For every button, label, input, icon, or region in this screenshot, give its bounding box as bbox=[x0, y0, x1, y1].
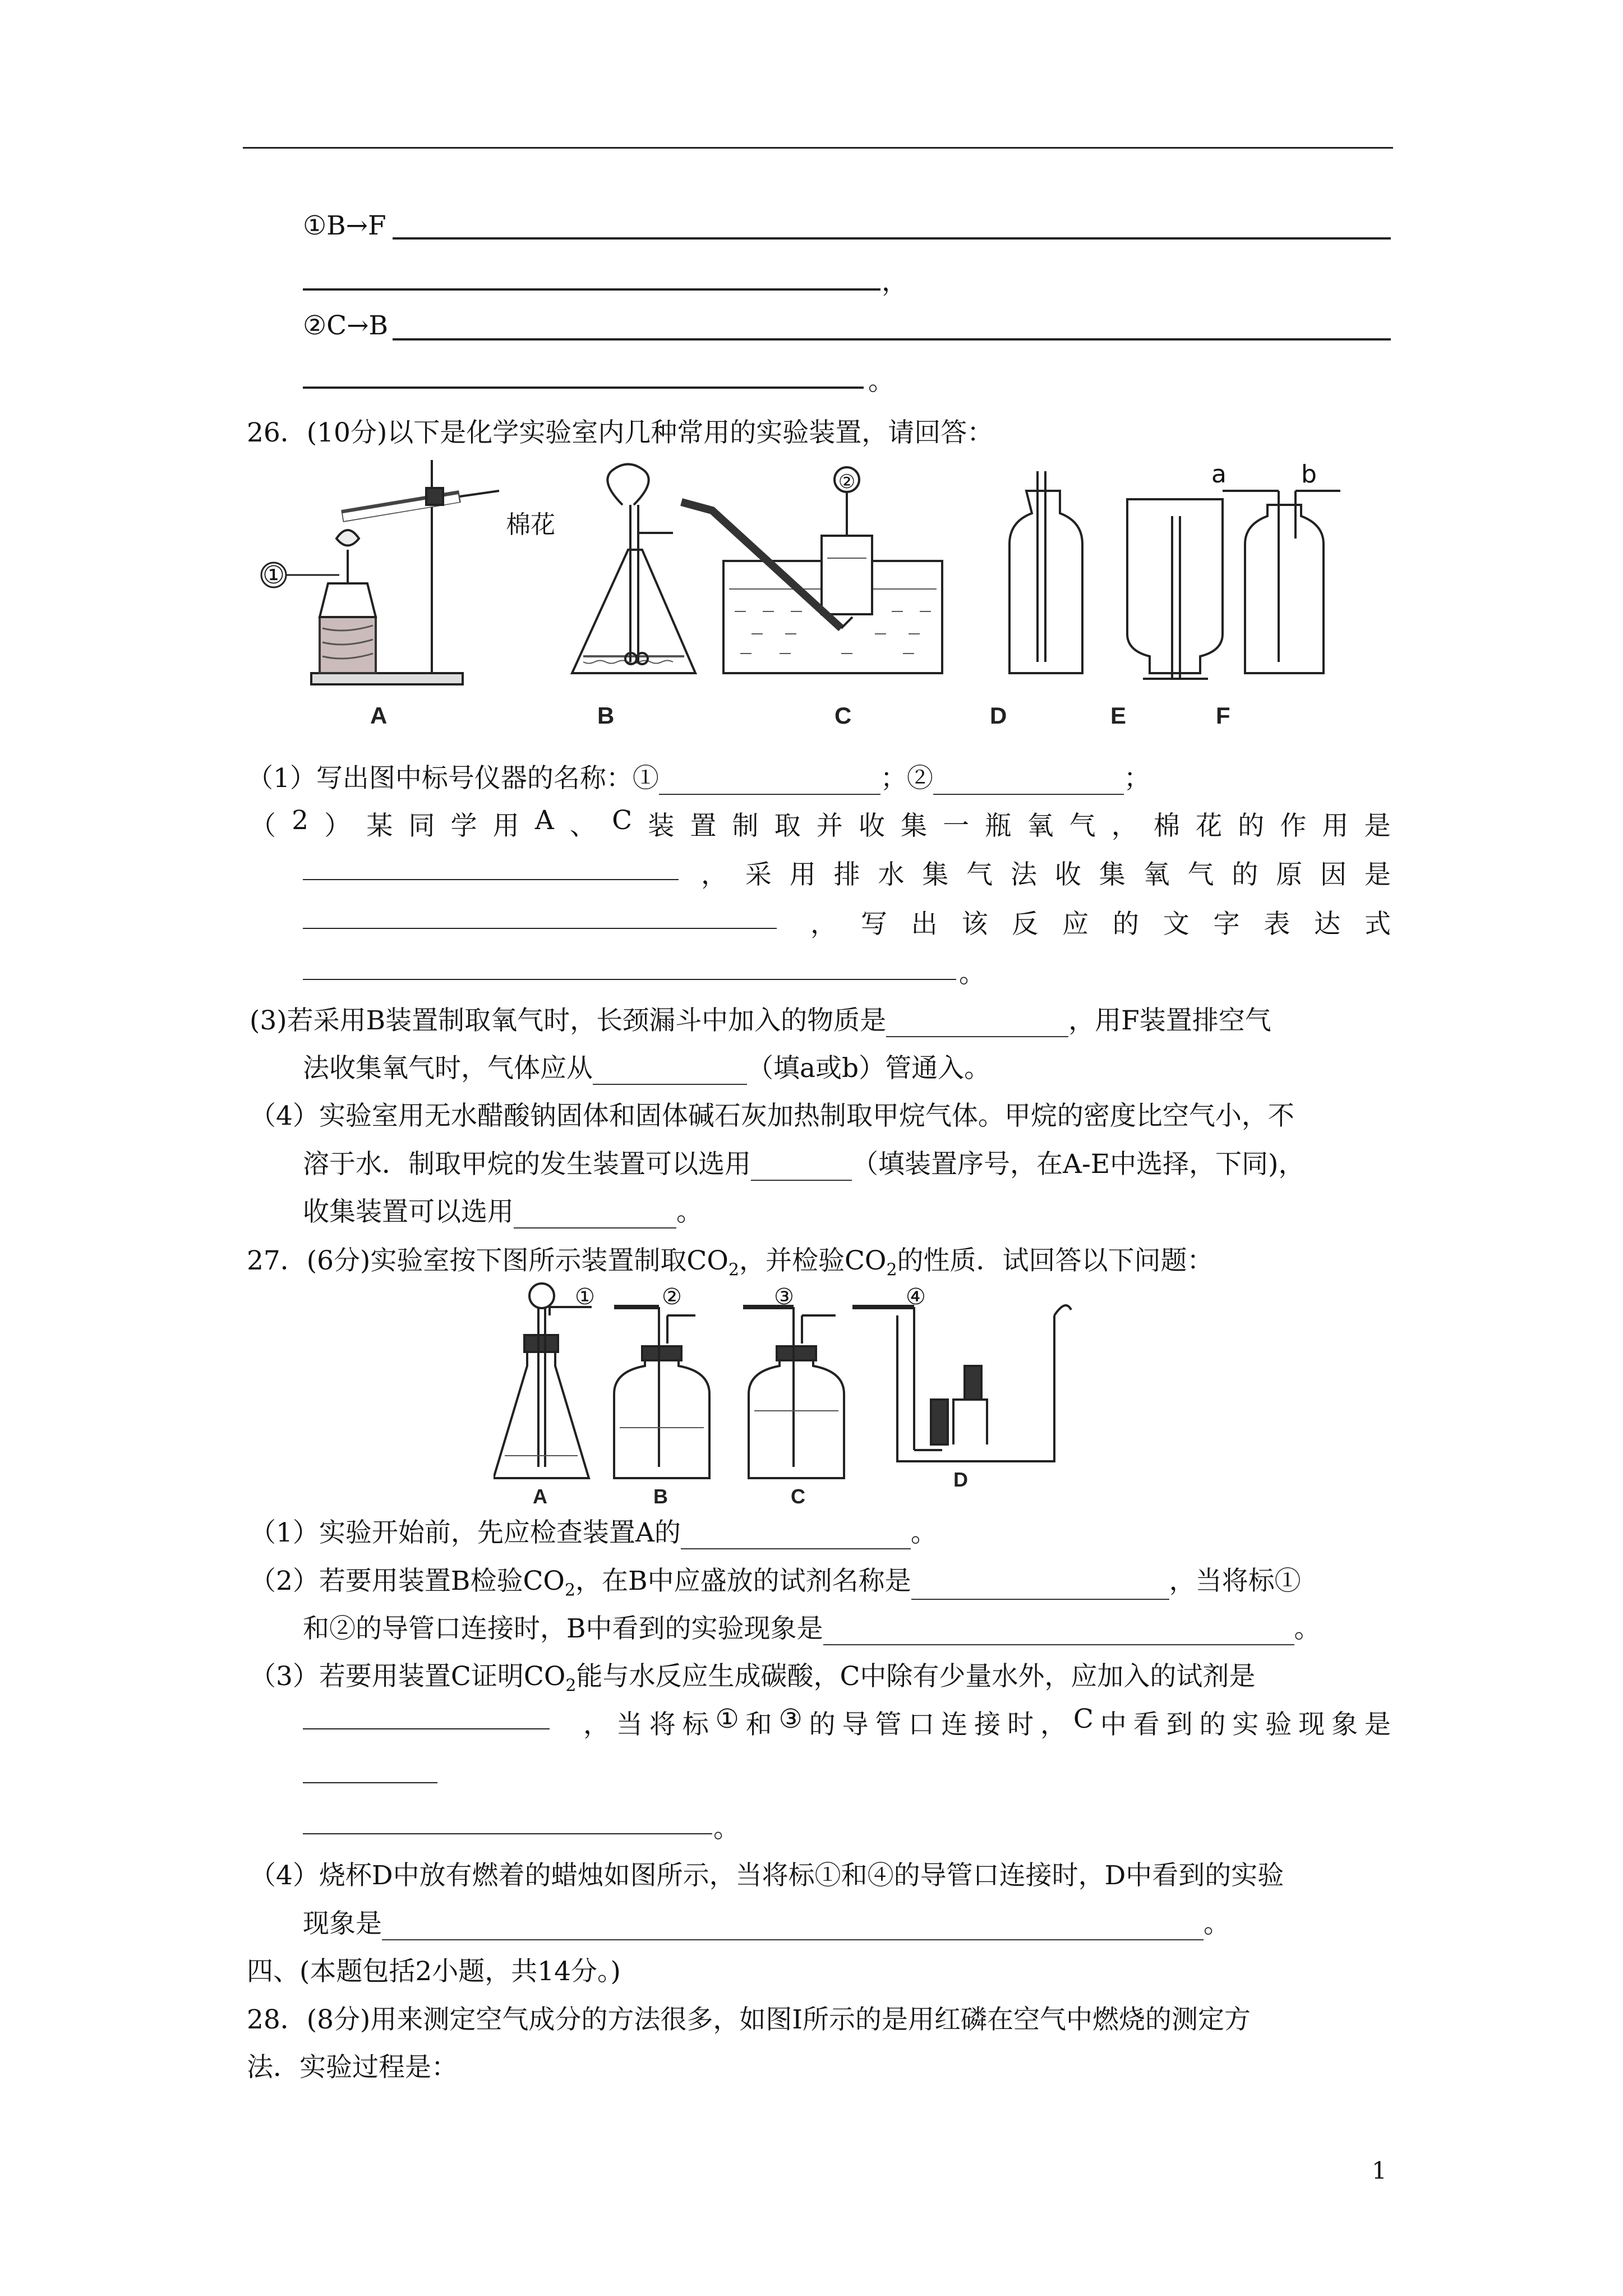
q27-apparatus-figure bbox=[494, 1282, 1088, 1506]
q27-p2-l2-end: 。 bbox=[1294, 1613, 1321, 1644]
q26-p2-l2-c8: 收 bbox=[1054, 859, 1081, 890]
q27-p3-l2-c18: 到 bbox=[1166, 1709, 1193, 1740]
q26-p3-l1-pre: (3)若采用B装置制取氧气时，长颈漏斗中加入的物质是 bbox=[250, 1005, 887, 1036]
q27-apparatus-svg bbox=[494, 1282, 1088, 1506]
q28-line2: 法．实验过程是： bbox=[247, 2052, 458, 2083]
q26-p2-l1-c23: 花 bbox=[1196, 811, 1223, 841]
q26-fig-callout-2: ② bbox=[838, 471, 856, 493]
q26-p2-l3-c10: 达 bbox=[1314, 909, 1341, 940]
q27-p2-l2-pre: 和②的导管口连接时，B中看到的实验现象是 bbox=[303, 1613, 823, 1644]
q27-p1-end: 。 bbox=[910, 1517, 937, 1548]
q25-line2-end: ， bbox=[882, 266, 908, 297]
q27-p3-line4-end: 。 bbox=[713, 1813, 740, 1844]
q26-p2-l1-c15: 收 bbox=[858, 811, 885, 841]
q26-p2-l1-c8: 、 bbox=[569, 811, 596, 841]
q26-p2-blank-2[interactable] bbox=[303, 928, 777, 929]
q26-p2-line2 bbox=[701, 854, 1391, 891]
q27-p4-blank[interactable] bbox=[382, 1917, 1204, 1940]
q27-stem-sub1: 2 bbox=[728, 1260, 739, 1280]
q27-p3-l2-c6: ③ bbox=[778, 1704, 803, 1734]
q27-p2-line1 bbox=[250, 1560, 1301, 1600]
q27-p2-l1-post: ，当将标① bbox=[1169, 1566, 1301, 1596]
q26-p2-l1-c27: 是 bbox=[1364, 811, 1391, 841]
q26-p1-blank-2[interactable] bbox=[933, 771, 1124, 795]
q27-p1-pre: （1）实验开始前，先应检查装置A的 bbox=[250, 1517, 681, 1548]
q26-fig-label-a: A bbox=[370, 702, 388, 729]
q27-p3-l2-c4: ① bbox=[715, 1704, 739, 1734]
q25-label-1: ①B→F bbox=[303, 210, 386, 241]
q26-p2-l3-c11: 式 bbox=[1364, 909, 1391, 940]
q26-p2-l1-c1: 2 bbox=[292, 805, 309, 836]
q26-p4-blank-2[interactable] bbox=[514, 1205, 676, 1228]
q27-p3-l2-c12: 接 bbox=[974, 1709, 1001, 1740]
q26-apparatus-figure bbox=[247, 449, 1346, 740]
q27-p3-l2-c15: C bbox=[1073, 1704, 1094, 1734]
q26-fig-label-d: D bbox=[990, 702, 1007, 729]
q27-p3-l2-c2: 将 bbox=[649, 1709, 676, 1740]
q27-p3-l2-c21: 验 bbox=[1265, 1709, 1292, 1740]
q27-p3-l2-c16: 中 bbox=[1100, 1709, 1127, 1740]
q27-p1 bbox=[250, 1512, 937, 1549]
q26-p2-line4-end: 。 bbox=[959, 958, 985, 989]
header-rule bbox=[243, 147, 1393, 149]
q26-p2-l2-c1: 采 bbox=[745, 859, 772, 890]
q26-p2-l1-c7: A bbox=[534, 805, 554, 836]
q27-p3-l1-post: 能与水反应生成碳酸，C中除有少量水外，应加入的试剂是 bbox=[576, 1661, 1256, 1692]
q26-p2-l1-c10: 装 bbox=[648, 811, 675, 841]
q25-line1 bbox=[303, 210, 386, 241]
q26-p2-l1-c18: 瓶 bbox=[985, 811, 1012, 841]
q26-p2-l1-c20: 气 bbox=[1069, 811, 1096, 841]
tube-a-label: a bbox=[1211, 460, 1227, 489]
q26-p2-l2-c2: 用 bbox=[789, 859, 816, 890]
q26-p2-l3-c4: 反 bbox=[1012, 909, 1039, 940]
q26-p2-blank-3[interactable] bbox=[303, 979, 956, 980]
q26-p4-l2-pre: 溶于水．制取甲烷的发生装置可以选用 bbox=[303, 1149, 751, 1180]
section-four-heading: 四、(本题包括2小题，共14分。) bbox=[247, 1956, 621, 1987]
q27-p3-l2-c10: 口 bbox=[908, 1709, 935, 1740]
q25-blank-2[interactable] bbox=[303, 288, 880, 291]
q26-p2-l3-c6: 的 bbox=[1112, 909, 1139, 940]
q26-p2-l1-c4: 同 bbox=[408, 811, 435, 841]
q26-p2-l1-c0: （ bbox=[250, 811, 276, 841]
q26-p4-l3-pre: 收集装置可以选用 bbox=[303, 1197, 514, 1227]
q26-p2-l1-c5: 学 bbox=[450, 811, 477, 841]
q26-stem: 26．(10分)以下是化学实验室内几种常用的实验装置，请回答： bbox=[247, 417, 994, 448]
q27-stem-pre: 27．(6分)实验室按下图所示装置制取CO bbox=[247, 1245, 728, 1276]
q27-fig-label-a: A bbox=[533, 1485, 547, 1506]
q27-p4-l2-end: 。 bbox=[1204, 1908, 1230, 1939]
q27-p3-l1-pre: （3）若要用装置C证明CO bbox=[250, 1661, 566, 1692]
q27-p4-l2-pre: 现象是 bbox=[303, 1908, 382, 1939]
q27-p3-line1 bbox=[250, 1655, 1255, 1695]
q28-line1: 28．(8分)用来测定空气成分的方法很多，如图Ⅰ所示的是用红磷在空气中燃烧的测定方 bbox=[247, 2004, 1251, 2035]
q27-p2-line2 bbox=[303, 1608, 1321, 1645]
q26-p2-l1-c19: 氧 bbox=[1027, 811, 1054, 841]
q27-p3-l2-c3: 标 bbox=[682, 1709, 709, 1740]
q26-p2-blank-1[interactable] bbox=[303, 879, 679, 880]
q26-p2-line3 bbox=[810, 903, 1391, 941]
q26-p2-l1-c2: ） bbox=[324, 811, 351, 841]
q27-fig-callout-1: ① bbox=[575, 1284, 595, 1310]
q26-p2-l2-c14: 因 bbox=[1320, 859, 1347, 890]
q27-fig-callout-2: ② bbox=[662, 1284, 682, 1310]
q27-p3-l2-c17: 看 bbox=[1133, 1709, 1160, 1740]
q26-p2-l3-c2: 出 bbox=[911, 909, 938, 940]
q27-p4-line2 bbox=[303, 1903, 1230, 1940]
q27-stem bbox=[247, 1240, 1214, 1280]
q26-fig-callout-1: ① bbox=[262, 561, 285, 590]
q26-fig-label-f: F bbox=[1216, 702, 1230, 729]
q27-p2-l1-pre: （2）若要用装置B检验CO bbox=[250, 1566, 565, 1596]
q27-p3-l2-c5: 和 bbox=[745, 1709, 772, 1740]
q26-p3-blank-1[interactable] bbox=[886, 1014, 1068, 1037]
q26-p2-l1-c3: 某 bbox=[366, 811, 393, 841]
q26-p2-l1-c21: ， bbox=[1111, 811, 1138, 841]
q25-blank-3[interactable] bbox=[393, 338, 1391, 341]
q26-p2-line1 bbox=[250, 805, 1391, 843]
q26-p2-l2-c5: 集 bbox=[922, 859, 949, 890]
q26-p4-line3 bbox=[303, 1191, 703, 1228]
q25-blank-4[interactable] bbox=[303, 386, 864, 389]
q27-p3-l2-c0: ， bbox=[583, 1709, 610, 1740]
q26-p2-l1-c14: 并 bbox=[816, 811, 843, 841]
q26-p2-l1-c24: 的 bbox=[1238, 811, 1265, 841]
q27-p2-l1-sub: 2 bbox=[564, 1580, 576, 1600]
page-number: 1 bbox=[1372, 2157, 1387, 2184]
q27-stem-sub2: 2 bbox=[886, 1260, 897, 1280]
q26-p3-line2 bbox=[303, 1047, 990, 1085]
q26-p2-l1-c13: 取 bbox=[774, 811, 801, 841]
q25-line4-end: 。 bbox=[868, 366, 895, 397]
q26-p2-l2-c6: 气 bbox=[966, 859, 993, 890]
q27-fig-label-c: C bbox=[791, 1485, 805, 1506]
q27-p3-l2-c1: 当 bbox=[616, 1709, 643, 1740]
q26-p1-mid: ；② bbox=[880, 763, 933, 794]
q26-p2-l2-c11: 气 bbox=[1187, 859, 1214, 890]
q26-p2-l3-c1: 写 bbox=[860, 909, 887, 940]
q26-p1-pre: （1）写出图中标号仪器的名称：① bbox=[247, 763, 659, 794]
q26-p2-l1-c9: C bbox=[612, 805, 633, 836]
q26-p1 bbox=[247, 757, 1150, 795]
q26-p2-l2-c15: 是 bbox=[1364, 859, 1391, 890]
q27-p3-line2 bbox=[583, 1704, 1391, 1741]
q27-p3-l2-c22: 现 bbox=[1298, 1709, 1325, 1740]
q25-label-2: ②C→B bbox=[303, 310, 389, 341]
q27-p3-l2-c11: 连 bbox=[941, 1709, 968, 1740]
q27-p3-blank-2[interactable] bbox=[303, 1782, 437, 1783]
tube-b-label: b bbox=[1301, 460, 1317, 489]
q26-p3-l1-post: ，用F装置排空气 bbox=[1068, 1005, 1271, 1036]
q27-fig-label-b: B bbox=[653, 1485, 668, 1506]
q27-p3-l2-c9: 管 bbox=[875, 1709, 902, 1740]
q26-p1-blank-1[interactable] bbox=[659, 771, 880, 795]
q26-p2-l1-c16: 集 bbox=[901, 811, 928, 841]
q26-fig-label-b: B bbox=[597, 702, 615, 729]
q25-line3 bbox=[303, 310, 388, 341]
q27-p3-l2-c8: 导 bbox=[842, 1709, 869, 1740]
q27-p3-l2-c19: 的 bbox=[1199, 1709, 1226, 1740]
q27-p3-blank-1[interactable] bbox=[303, 1728, 550, 1729]
q26-p2-l2-c12: 的 bbox=[1232, 859, 1258, 890]
q26-p3-l2-post: （填a或b）管通入。 bbox=[747, 1053, 991, 1084]
q26-p2-l3-c0: ， bbox=[810, 909, 837, 940]
cotton-label: 棉花 bbox=[506, 510, 555, 539]
q26-p2-l1-c12: 制 bbox=[732, 811, 759, 841]
q27-p4-line1: （4）烧杯D中放有燃着的蜡烛如图所示，当将标①和④的导管口连接时，D中看到的实验 bbox=[250, 1860, 1284, 1891]
q27-p3-l2-c7: 的 bbox=[809, 1709, 836, 1740]
q27-p3-blank-3[interactable] bbox=[303, 1833, 712, 1834]
q27-p3-l2-c14: ， bbox=[1040, 1709, 1067, 1740]
q26-apparatus-svg bbox=[247, 449, 1346, 740]
q26-p4-l2-post: （填装置序号，在A-E中选择，下同)， bbox=[852, 1149, 1305, 1180]
q26-p2-l3-c8: 字 bbox=[1213, 909, 1240, 940]
q27-p3-l2-c13: 时 bbox=[1007, 1709, 1034, 1740]
q27-fig-callout-4: ④ bbox=[906, 1284, 926, 1310]
q27-p3-l1-sub: 2 bbox=[565, 1676, 577, 1696]
q26-p3-l2-pre: 法收集氧气时，气体应从 bbox=[303, 1053, 593, 1084]
q27-p2-l1-mid: ，在B中应盛放的试剂名称是 bbox=[575, 1566, 911, 1596]
q26-p2-l2-c0: ， bbox=[701, 859, 727, 890]
q27-stem-post: 的性质．试回答以下问题： bbox=[897, 1245, 1214, 1276]
q26-p2-l2-c13: 原 bbox=[1276, 859, 1303, 890]
q26-p2-l1-c11: 置 bbox=[690, 811, 717, 841]
q26-p2-l2-c10: 氧 bbox=[1143, 859, 1170, 890]
q27-fig-callout-3: ③ bbox=[774, 1284, 794, 1310]
q26-p1-end: ； bbox=[1123, 763, 1150, 794]
q26-p4-line2 bbox=[303, 1143, 1304, 1181]
q26-p2-l2-c9: 集 bbox=[1099, 859, 1126, 890]
q26-p2-l2-c3: 排 bbox=[833, 859, 860, 890]
q27-p2-blank-1[interactable] bbox=[911, 1576, 1169, 1600]
q26-p3-blank-2[interactable] bbox=[593, 1061, 747, 1085]
q26-p4-blank-1[interactable] bbox=[751, 1157, 852, 1181]
q26-p2-l3-c9: 表 bbox=[1264, 909, 1290, 940]
q27-p2-blank-2[interactable] bbox=[823, 1622, 1294, 1645]
q26-p2-l1-c26: 用 bbox=[1322, 811, 1349, 841]
q26-p2-l1-c17: 一 bbox=[943, 811, 970, 841]
q26-p2-l1-c25: 作 bbox=[1280, 811, 1307, 841]
q26-p2-l1-c22: 棉 bbox=[1153, 811, 1180, 841]
q26-fig-label-c: C bbox=[834, 702, 852, 729]
q26-fig-label-e: E bbox=[1110, 702, 1127, 729]
q26-p4-l3-post: 。 bbox=[676, 1197, 703, 1227]
q26-p3-line1 bbox=[250, 1000, 1271, 1037]
q26-p2-l3-c3: 该 bbox=[961, 909, 988, 940]
q25-blank-1[interactable] bbox=[393, 237, 1391, 240]
q26-p4-line1: （4）实验室用无水醋酸钠固体和固体碱石灰加热制取甲烷气体。甲烷的密度比空气小，不 bbox=[250, 1101, 1294, 1131]
q26-p2-l3-c7: 文 bbox=[1163, 909, 1189, 940]
q26-p2-l2-c4: 水 bbox=[878, 859, 905, 890]
q27-p3-l2-c20: 实 bbox=[1232, 1709, 1259, 1740]
q27-p3-l2-c24: 是 bbox=[1364, 1709, 1391, 1740]
q26-p2-l3-c5: 应 bbox=[1062, 909, 1089, 940]
q27-p1-blank[interactable] bbox=[681, 1526, 911, 1549]
q27-stem-mid: ，并检验CO bbox=[739, 1245, 887, 1276]
q27-fig-label-d: D bbox=[953, 1468, 968, 1491]
q26-p2-l1-c6: 用 bbox=[492, 811, 519, 841]
q27-p3-l2-c23: 象 bbox=[1331, 1709, 1358, 1740]
q26-p2-l2-c7: 法 bbox=[1011, 859, 1038, 890]
